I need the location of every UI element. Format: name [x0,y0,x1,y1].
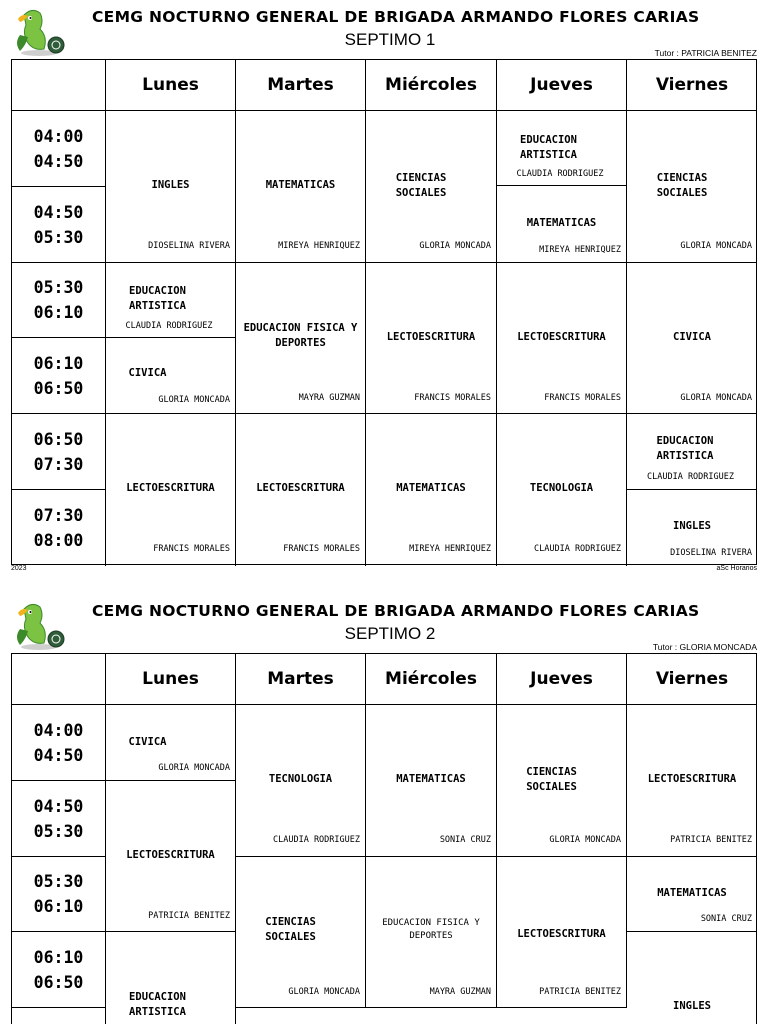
time-start: 05:30 [33,278,84,297]
subject: EDUCACION FISICA Y DEPORTES [382,918,480,941]
teacher: CLAUDIA RODRIGUEZ [273,835,360,845]
subject: EDUCACION ARTISTICA [520,134,577,161]
parrot-logo-icon [10,7,68,57]
class-cell [497,186,627,263]
time-slot [12,857,106,932]
class-cell [497,414,627,566]
school-name: CEMG NOCTURNO GENERAL DE BRIGADA ARMANDO FLORES CARIAS [92,8,700,26]
day-header: Lunes [106,60,236,111]
day-header: Jueves [497,654,627,705]
day-header: Miércoles [366,60,497,111]
day-header: Martes [236,654,366,705]
subject: CIVICA [673,331,711,343]
subject: CIVICA [128,367,167,379]
teacher: DIOSELINA RIVERA [148,241,230,251]
time-slot [12,932,106,1008]
teacher: PATRICIA BENITEZ [670,835,752,845]
teacher: GLORIA MONCADA [680,393,752,403]
time-end: 05:30 [33,227,84,247]
time-slot [12,490,106,566]
time-end: 04:50 [33,745,84,765]
subject: MATEMATICAS [396,773,466,785]
time-end: 06:50 [33,378,84,398]
subject: MATEMATICAS [265,179,336,191]
day-header: Martes [236,60,366,111]
time-end: 08:00 [33,531,84,550]
timetable-grid [11,59,757,565]
class-cell [236,857,366,1008]
subject: LECTOESCRITURA [126,482,215,494]
teacher: PATRICIA BENITEZ [539,987,621,997]
teacher: SONIA CRUZ [439,835,491,845]
class-cell [497,705,627,857]
class-cell [106,781,236,932]
teacher: MAYRA GUZMAN [429,987,491,997]
class-cell [627,414,757,490]
time-slot [12,263,106,338]
time-end: 07:30 [33,454,84,474]
subject: MATEMATICAS [526,217,597,229]
teacher: CLAUDIA RODRIGUEZ [125,321,213,331]
time-slot [12,781,106,857]
class-cell [366,857,497,1008]
subject: LECTOESCRITURA [517,928,606,940]
class-cell [627,111,757,263]
teacher: GLORIA MONCADA [419,241,491,251]
subject: TECNOLOGIA [268,773,333,785]
subject: TECNOLOGIA [529,482,594,494]
group-title: SEPTIMO 1 [344,30,436,49]
time-end: 06:50 [33,972,84,992]
time-start: 07:30 [33,506,84,525]
day-header: Lunes [106,654,236,705]
subject: MATEMATICAS [657,887,727,899]
time-start: 04:00 [33,126,84,146]
class-cell [366,111,497,263]
subject: INGLES [151,179,190,191]
subject: LECTOESCRITURA [386,331,476,343]
time-slot [12,187,106,263]
teacher: FRANCIS MORALES [414,393,491,403]
class-cell [627,932,757,1024]
teacher: MAYRA GUZMAN [298,393,360,403]
time-slot [12,705,106,781]
class-cell [236,705,366,857]
time-slot [12,1008,106,1024]
time-start: 05:30 [33,872,84,891]
footer-year: 2023 [11,565,27,572]
teacher: CLAUDIA RODRIGUEZ [534,544,621,554]
subject: LECTOESCRITURA [647,773,737,785]
footer-credit: aSc Horarios [716,565,757,572]
time-end: 06:10 [33,303,84,322]
teacher: GLORIA MONCADA [549,835,621,845]
class-cell [106,414,236,566]
teacher: MIREYA HENRIQUEZ [539,245,621,255]
school-name: CEMG NOCTURNO GENERAL DE BRIGADA ARMANDO FLORES CARIAS [92,602,700,620]
time-start: 04:00 [33,720,84,740]
class-cell [236,414,366,566]
teacher: GLORIA MONCADA [158,763,230,773]
subject: CIENCIAS SOCIALES [395,172,447,199]
teacher: FRANCIS MORALES [153,544,230,554]
day-header: Viernes [627,654,757,705]
teacher: FRANCIS MORALES [544,393,621,403]
subject: EDUCACION ARTISTICA [656,435,714,462]
corner-cell [12,60,106,111]
class-cell [627,490,757,566]
subject: MATEMATICAS [396,482,466,494]
schedule-septimo-2 [0,594,768,1024]
day-header: Jueves [497,60,627,111]
teacher: CLAUDIA RODRIGUEZ [647,472,734,482]
group-title: SEPTIMO 2 [344,624,436,643]
time-end: 04:50 [33,151,84,171]
class-cell [106,263,236,338]
time-start: 04:50 [33,796,84,816]
class-cell [106,338,236,414]
teacher: GLORIA MONCADA [158,395,230,405]
time-end: 05:30 [33,821,84,841]
time-end: 06:10 [33,897,84,916]
subject: LECTOESCRITURA [517,331,606,343]
time-start: 04:50 [33,202,84,222]
subject: EDUCACION ARTISTICA [129,991,186,1018]
teacher: MIREYA HENRIQUEZ [409,544,491,554]
class-cell [106,932,236,1024]
class-cell [106,111,236,263]
teacher: PATRICIA BENITEZ [148,911,230,921]
class-cell [497,111,627,186]
subject: CIENCIAS SOCIALES [656,172,708,199]
class-cell [236,111,366,263]
subject: INGLES [673,1000,711,1012]
teacher: GLORIA MONCADA [680,241,752,251]
class-cell [366,414,497,566]
subject: LECTOESCRITURA [256,482,345,494]
time-start: 06:10 [33,947,84,967]
teacher: CLAUDIA RODRIGUEZ [516,169,604,179]
subject: CIVICA [128,736,167,748]
teacher: MIREYA HENRIQUEZ [278,241,360,251]
class-cell [366,263,497,414]
tutor-label: Tutor : PATRICIA BENITEZ [654,48,757,58]
time-start: 06:10 [33,353,84,373]
timetable-grid [11,653,757,1024]
time-slot [12,338,106,414]
class-cell [627,857,757,932]
day-header: Viernes [627,60,757,111]
subject: LECTOESCRITURA [126,849,215,861]
class-cell [106,705,236,781]
class-cell [627,705,757,857]
teacher: SONIA CRUZ [700,914,752,924]
teacher: GLORIA MONCADA [288,987,360,997]
tutor-label: Tutor : GLORIA MONCADA [652,642,757,652]
class-cell [497,857,627,1008]
time-slot [12,111,106,187]
subject: EDUCACION FISICA Y DEPORTES [243,322,358,349]
subject: CIENCIAS SOCIALES [265,916,316,943]
teacher: FRANCIS MORALES [283,544,360,554]
corner-cell [12,654,106,705]
teacher: DIOSELINA RIVERA [670,548,752,558]
subject: EDUCACION ARTISTICA [129,285,186,312]
class-cell [236,263,366,414]
subject: INGLES [673,520,711,532]
class-cell [366,705,497,857]
subject: CIENCIAS SOCIALES [526,766,577,793]
class-cell [497,263,627,414]
time-slot [12,414,106,490]
day-header: Miércoles [366,654,497,705]
class-cell [627,263,757,414]
parrot-logo-icon [10,601,68,651]
time-start: 06:50 [33,429,84,449]
